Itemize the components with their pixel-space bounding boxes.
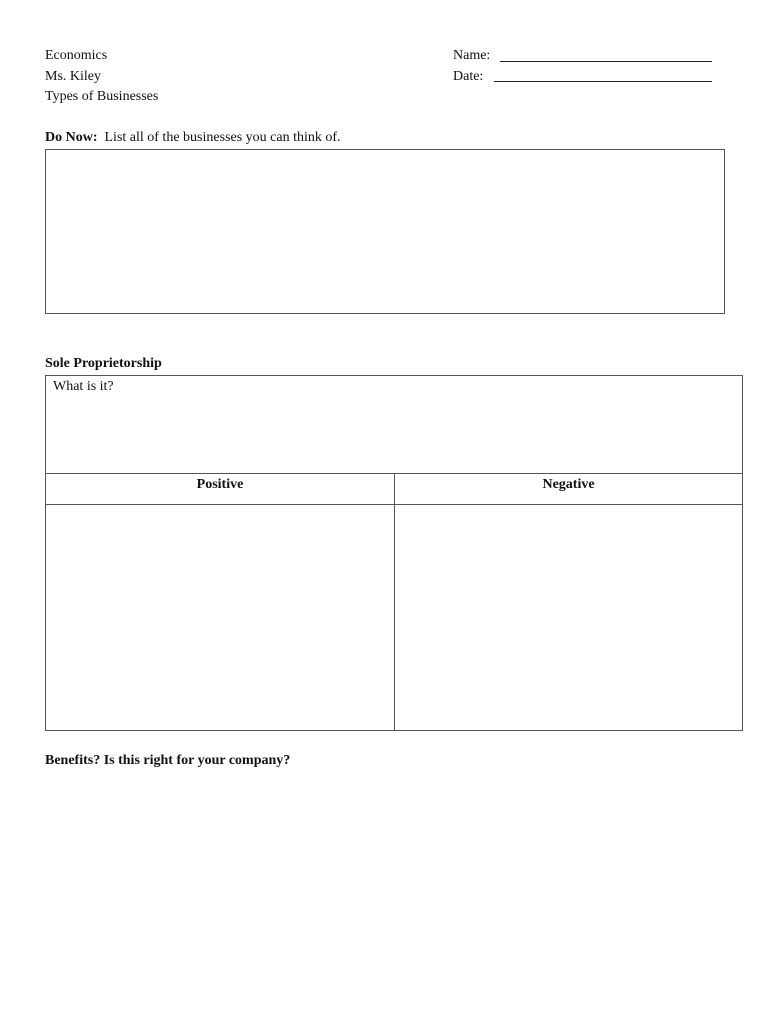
benefits-prompt: Benefits? Is this right for your company? (45, 753, 291, 768)
do-now-prompt: List all of the businesses you can think of. (104, 130, 341, 145)
date-field-line[interactable] (494, 81, 712, 82)
what-is-it-question: What is it? (53, 379, 114, 394)
teacher-name: Ms. Kiley (45, 69, 101, 84)
sole-proprietorship-heading: Sole Proprietorship (45, 356, 162, 371)
name-label: Name: (453, 48, 491, 63)
do-now-line (45, 130, 341, 146)
negative-column-header: Negative (542, 477, 595, 492)
do-now-answer-box[interactable] (45, 149, 725, 314)
course-title: Economics (45, 48, 108, 63)
name-field-line[interactable] (500, 61, 712, 62)
positive-column-header: Positive (196, 477, 244, 492)
negative-answer-cell[interactable] (395, 505, 742, 730)
date-label: Date: (453, 69, 484, 84)
worksheet-topic: Types of Businesses (45, 89, 159, 104)
do-now-label: Do Now: (45, 130, 98, 145)
positive-answer-cell[interactable] (46, 505, 394, 730)
sole-proprietorship-table (45, 375, 743, 731)
